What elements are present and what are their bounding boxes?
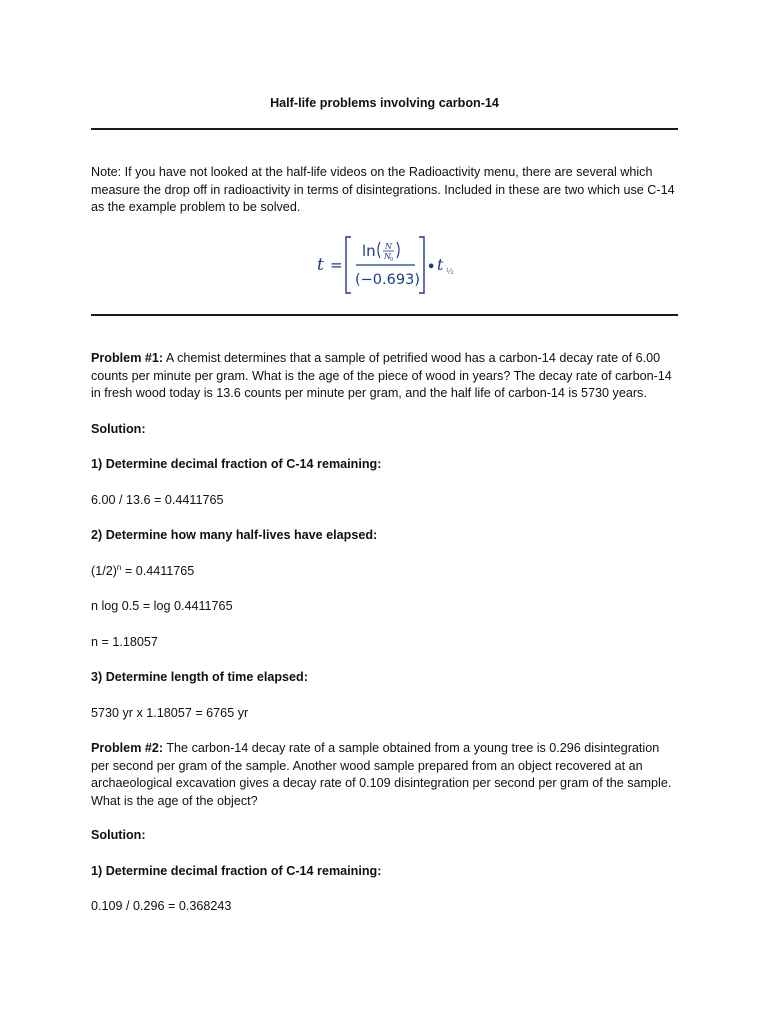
formula-denominator: (−0.693)	[355, 272, 420, 288]
ln-close-paren	[397, 242, 399, 258]
problem2-solution-label	[91, 827, 678, 845]
problem2-calc1: 0.109 / 0.296 = 0.368243	[91, 899, 232, 913]
problem2-solution-text: Solution:	[91, 828, 146, 842]
formula-t: t	[317, 255, 324, 275]
problem1-calc5: 5730 yr x 1.18057 = 6765 yr	[91, 706, 249, 720]
formula-n0: N	[384, 252, 391, 261]
problem1-calc2	[91, 563, 678, 581]
top-divider	[91, 128, 678, 130]
left-bracket	[346, 237, 351, 293]
calc2-base: (1/2)	[91, 564, 117, 578]
ln-open-paren	[378, 242, 380, 258]
problem1-text: A chemist determines that a sample of petrified wood has a carbon-14 decay rate of 6.00 counts per minute per gram. What is the age of the piece of wood in years? The decay rate of carbon-14 in fresh wood today is 13.6 counts per minute per gram, and the half life of carbon-14 is 5730 years.	[91, 351, 672, 400]
problem1-step1-text: 1) Determine decimal fraction of C-14 remaining:	[91, 457, 382, 471]
formula-bullet: •	[427, 260, 436, 275]
note-label: Note:	[91, 165, 122, 179]
problem1-step1	[91, 456, 678, 474]
page-title: Half-life problems involving carbon-14	[270, 96, 499, 110]
formula-equals: =	[330, 256, 343, 274]
problem1-calc3: n log 0.5 = log 0.4411765	[91, 599, 233, 613]
problem1-step2-text: 2) Determine how many half-lives have elapsed:	[91, 528, 378, 542]
problem1-solution-text: Solution:	[91, 422, 146, 436]
note-text: If you have not looked at the half-life videos on the Radioactivity menu, there are several which measure the drop off in radioactivity in terms of disintegrations. Included in these are two which use C-14 as the example problem to be solved.	[91, 165, 675, 214]
problem2-label: Problem #2:	[91, 741, 164, 755]
formula-t-half: t	[437, 255, 444, 274]
problem2-paragraph	[91, 740, 678, 810]
problem2-text: The carbon-14 decay rate of a sample obtained from a young tree is 0.296 disintegration per second per gram of the sample. Another wood sample prepared from an object recovered at an archaeological excavation gives a decay rate of 0.109 disintegration per second per gram of the sample. What is the age of the object?	[91, 741, 672, 808]
problem2-step1-text: 1) Determine decimal fraction of C-14 remaining:	[91, 864, 382, 878]
problem1-solution-label	[91, 421, 678, 439]
formula-divider	[91, 314, 678, 316]
problem1-paragraph	[91, 350, 678, 403]
problem1-calc4: n = 1.18057	[91, 635, 158, 649]
problem1-step2	[91, 527, 678, 545]
problem1-step3	[91, 669, 678, 687]
note-paragraph	[91, 164, 678, 217]
calc2-rest: = 0.4411765	[121, 564, 195, 578]
formula-ln: ln	[362, 242, 376, 260]
document-page	[91, 0, 678, 1024]
problem1-calc1: 6.00 / 13.6 = 0.4411765	[91, 493, 224, 507]
problem1-step3-text: 3) Determine length of time elapsed:	[91, 670, 308, 684]
half-life-formula	[313, 228, 463, 298]
formula-n: N	[385, 242, 392, 251]
formula-n0-sub: 0	[390, 257, 394, 263]
problem1-label: Problem #1:	[91, 351, 164, 365]
calc2-exponent: n	[116, 562, 122, 572]
problem2-step1	[91, 863, 678, 881]
formula-t-half-sub: ½	[446, 267, 454, 276]
